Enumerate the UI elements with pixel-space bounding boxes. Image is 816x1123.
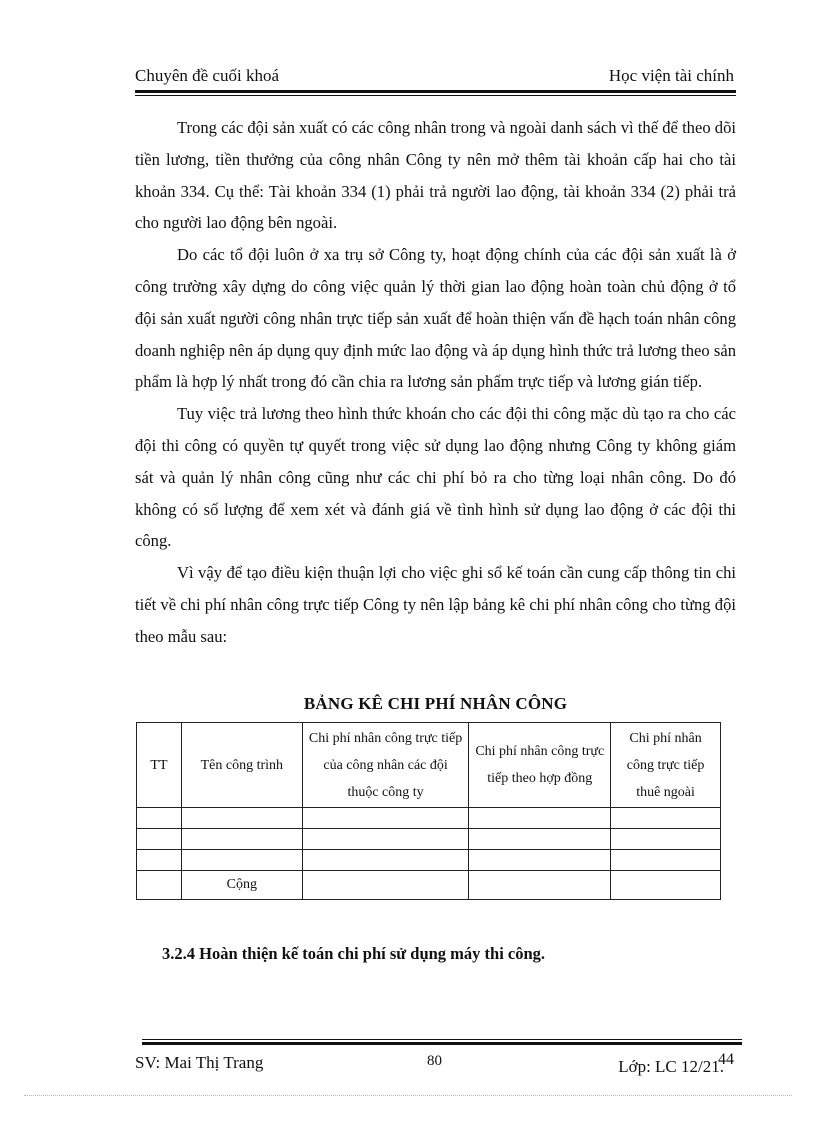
paragraph: Trong các đội sản xuất có các công nhân trong và ngoài danh sách vì thế để theo dõi tiền lương, tiền thưởng của công nhân Công ty nên mở thêm tài khoản cấp hai cho tài khoản 334. Cụ thể: Tài khoản 334 (1) phải trả người lao động, tài khoản 334 (2) phải trả cho người lao động bên ngoài. xyxy=(135,118,736,233)
labor-cost-table xyxy=(136,722,721,900)
footer-rule xyxy=(142,1039,742,1040)
table-row xyxy=(137,829,721,850)
paragraph: Tuy việc trả lương theo hình thức khoán cho các đội thi công mặc dù tạo ra cho các đội thi công có quyền tự quyết trong việc sử dụng lao động nhưng Công ty không giám sát và quản lý nhân công cũng như các chi phí bỏ ra cho từng loại nhân công. Do đó không có số lượng để xem xét và đánh giá về tình hình sử dụng lao động ở các đội thi công. xyxy=(135,404,736,551)
table-title: BẢNG KÊ CHI PHÍ NHÂN CÔNG xyxy=(303,694,568,713)
header-cell-outsourced-cost: Chi phí nhân công trực tiếp thuê ngoài xyxy=(611,723,721,808)
header-cell-tt: TT xyxy=(137,723,182,808)
header-rule-thin xyxy=(135,95,736,96)
total-label: Cộng xyxy=(181,871,302,900)
header-cell-project: Tên công trình xyxy=(181,723,302,808)
table-row xyxy=(137,850,721,871)
page-edge-divider xyxy=(24,1095,792,1096)
paragraph: Do các tổ đội luôn ở xa trụ sở Công ty, hoạt động chính của các đội sản xuất là ở công trường xây dựng do công việc quản lý thời gian lao động hoàn toàn chủ động ở tổ đội sản xuất người công nhân trực tiếp sản xuất để hoàn thiện vấn đề hạch toán nhân công doanh nghiệp nên áp dụng quy định mức lao động và áp dụng hình thức trả lương theo sản phẩm là hợp lý nhất trong đó cần chia ra lương sản phẩm trực tiếp và lương gián tiếp. xyxy=(135,245,736,392)
page-number: 80 xyxy=(427,1053,442,1069)
page-header xyxy=(135,66,734,90)
section-heading: 3.2.4 Hoàn thiện kế toán chi phí sử dụng máy thi công. xyxy=(162,944,546,963)
table-row xyxy=(137,808,721,829)
body-text xyxy=(135,112,736,653)
header-cell-internal-cost: Chi phí nhân công trực tiếp của công nhân các đội thuộc công ty xyxy=(302,723,469,808)
table-header-row xyxy=(137,723,721,808)
header-rule xyxy=(135,90,736,93)
table-total-row xyxy=(137,871,721,900)
header-course-title: Chuyên đề cuối khoá xyxy=(135,66,279,85)
footer-rule-thick xyxy=(142,1042,742,1045)
footer-class: Lớp: LC 12/21. xyxy=(618,1057,724,1076)
header-cell-contract-cost: Chi phí nhân công trực tiếp theo hợp đồng xyxy=(469,723,611,808)
header-institution: Học viện tài chính xyxy=(608,66,734,85)
footer-sheet-number: 44 xyxy=(718,1051,734,1068)
footer-student-name: SV: Mai Thị Trang xyxy=(135,1053,264,1072)
paragraph: Vì vậy để tạo điều kiện thuận lợi cho việc ghi sổ kế toán cần cung cấp thông tin chi tiết về chi phí nhân công trực tiếp Công ty nên lập bảng kê chi phí nhân công cho từng đội theo mẫu sau: xyxy=(135,563,736,646)
